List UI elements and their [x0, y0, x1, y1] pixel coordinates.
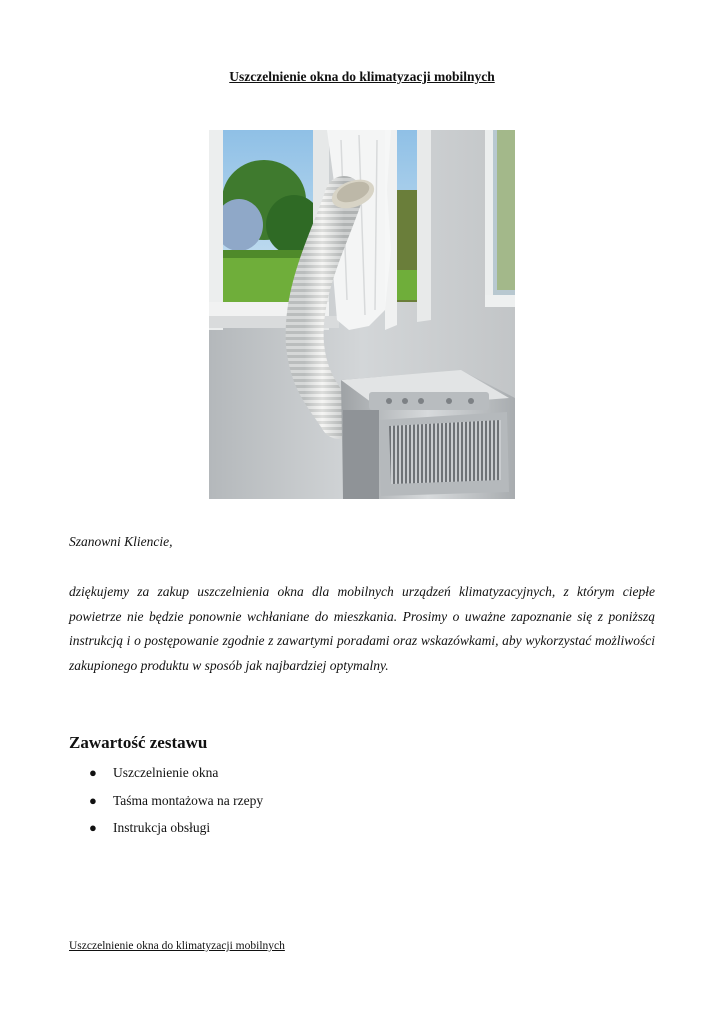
page-footer: Uszczelnienie okna do klimatyzacji mobilnych [69, 940, 285, 952]
product-photo [209, 130, 515, 499]
list-item [69, 790, 263, 818]
page-title: Uszczelnienie okna do klimatyzacji mobilnych [229, 69, 495, 84]
bullet-icon: ● [89, 765, 97, 780]
greeting: Szanowni Kliencie, [69, 534, 173, 549]
list-item-label: Instrukcja obsługi [113, 820, 211, 835]
list-item [69, 762, 263, 790]
list-item-label: Taśma montażowa na rzepy [113, 792, 264, 808]
bullet-icon: ● [89, 820, 97, 835]
kit-contents-list [69, 762, 263, 845]
section-heading: Zawartość zestawu [69, 733, 208, 752]
intro-paragraph: dziękujemy za zakup uszczelnienia okna dla mobilnych urządzeń klimatyzacyjnych, z którym ciepłe powietrze nie będzie ponownie wchłaniane do mieszkania. Prosimy o uważne zapoznanie się z poniższą instrukcją i o postępowanie zgodnie z zawartymi poradami oraz wskazówkami, aby wykorzystać możliwości zakupionego produktu w sposób jak najbardziej optymalny. [69, 584, 655, 674]
bullet-icon: ● [89, 792, 97, 808]
list-item [69, 817, 263, 845]
list-item-label: Uszczelnienie okna [113, 765, 219, 780]
